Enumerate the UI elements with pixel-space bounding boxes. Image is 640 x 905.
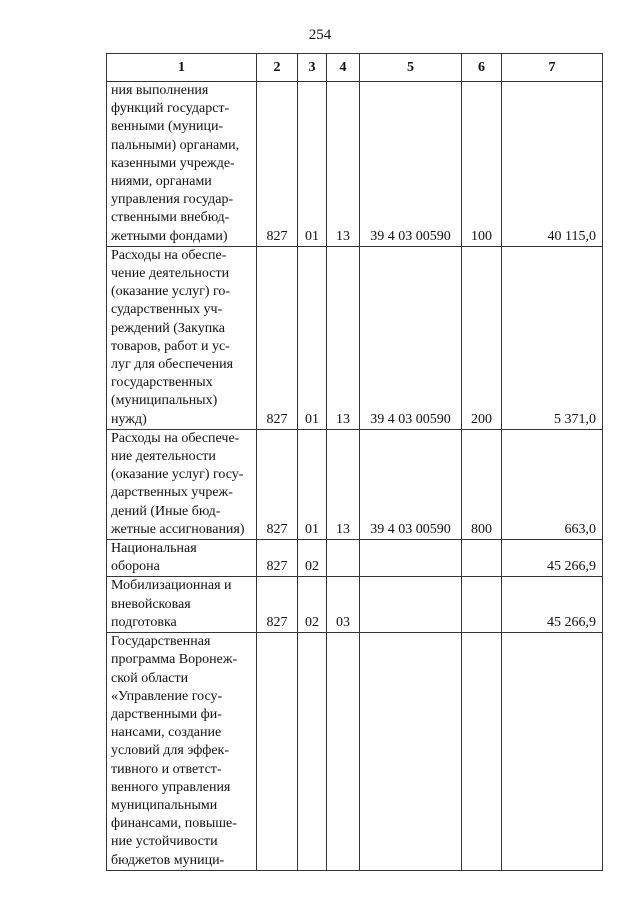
row-type xyxy=(462,577,502,633)
row-type xyxy=(462,540,502,577)
row-section: 02 xyxy=(298,540,327,577)
row-amount: 45 266,9 xyxy=(502,577,603,633)
header-row xyxy=(107,54,603,82)
row-type: 100 xyxy=(462,82,502,247)
row-section: 01 xyxy=(298,429,327,539)
row-amount: 40 115,0 xyxy=(502,82,603,247)
row-target xyxy=(360,633,462,871)
row-type: 800 xyxy=(462,429,502,539)
row-section: 01 xyxy=(298,82,327,247)
row-target xyxy=(360,540,462,577)
row-code: 827 xyxy=(257,577,298,633)
row-code: 827 xyxy=(257,82,298,247)
row-code: 827 xyxy=(257,540,298,577)
row-amount: 663,0 xyxy=(502,429,603,539)
header-col-1: 1 xyxy=(107,54,257,82)
row-type: 200 xyxy=(462,246,502,429)
row-amount: 5 371,0 xyxy=(502,246,603,429)
row-target: 39 4 03 00590 xyxy=(360,429,462,539)
row-code xyxy=(257,633,298,871)
row-name: Мобилизационная и вневойсковая подготовка xyxy=(107,577,257,633)
row-amount xyxy=(502,633,603,871)
row-target: 39 4 03 00590 xyxy=(360,246,462,429)
table-row xyxy=(107,577,603,633)
header-col-4: 4 xyxy=(327,54,360,82)
row-subsection: 13 xyxy=(327,82,360,247)
row-amount: 45 266,9 xyxy=(502,540,603,577)
row-subsection: 03 xyxy=(327,577,360,633)
row-name: Расходы на обеспе- чение деятельности (оказание услуг) го- сударственных уч- реждений (Закупка товаров, работ и ус- луг для обеспечения государственных (муниципальных) нужд) xyxy=(107,246,257,429)
table-row xyxy=(107,633,603,871)
header-col-6: 6 xyxy=(462,54,502,82)
table-row xyxy=(107,540,603,577)
row-name: Государственная программа Воронеж- ской области «Управление госу- дарственными фи- нансами, создание условий для эффек- тивного и ответст- венного управления муниципальными финансами, повыше- ние устойчивости бюджетов муници- xyxy=(107,633,257,871)
row-subsection xyxy=(327,540,360,577)
row-section: 01 xyxy=(298,246,327,429)
row-subsection: 13 xyxy=(327,429,360,539)
row-target: 39 4 03 00590 xyxy=(360,82,462,247)
row-subsection: 13 xyxy=(327,246,360,429)
budget-table xyxy=(106,53,603,871)
header-col-3: 3 xyxy=(298,54,327,82)
page-number: 254 xyxy=(308,27,332,43)
header-col-2: 2 xyxy=(257,54,298,82)
row-target xyxy=(360,577,462,633)
row-name: ния выполнения функций государст- венными (муници- пальными) органами, казенными учрежде- ниями, органами управления государ- ственными внебюд- жетными фондами) xyxy=(107,82,257,247)
row-code: 827 xyxy=(257,429,298,539)
table-row xyxy=(107,429,603,539)
row-type xyxy=(462,633,502,871)
row-section: 02 xyxy=(298,577,327,633)
row-subsection xyxy=(327,633,360,871)
row-code: 827 xyxy=(257,246,298,429)
table-row xyxy=(107,246,603,429)
header-col-7: 7 xyxy=(502,54,603,82)
row-section xyxy=(298,633,327,871)
row-name: Национальная оборона xyxy=(107,540,257,577)
table-row xyxy=(107,82,603,247)
row-name: Расходы на обеспече- ние деятельности (оказание услуг) госу- дарственных учреж- дений (Иные бюд- жетные ассигнования) xyxy=(107,429,257,539)
header-col-5: 5 xyxy=(360,54,462,82)
